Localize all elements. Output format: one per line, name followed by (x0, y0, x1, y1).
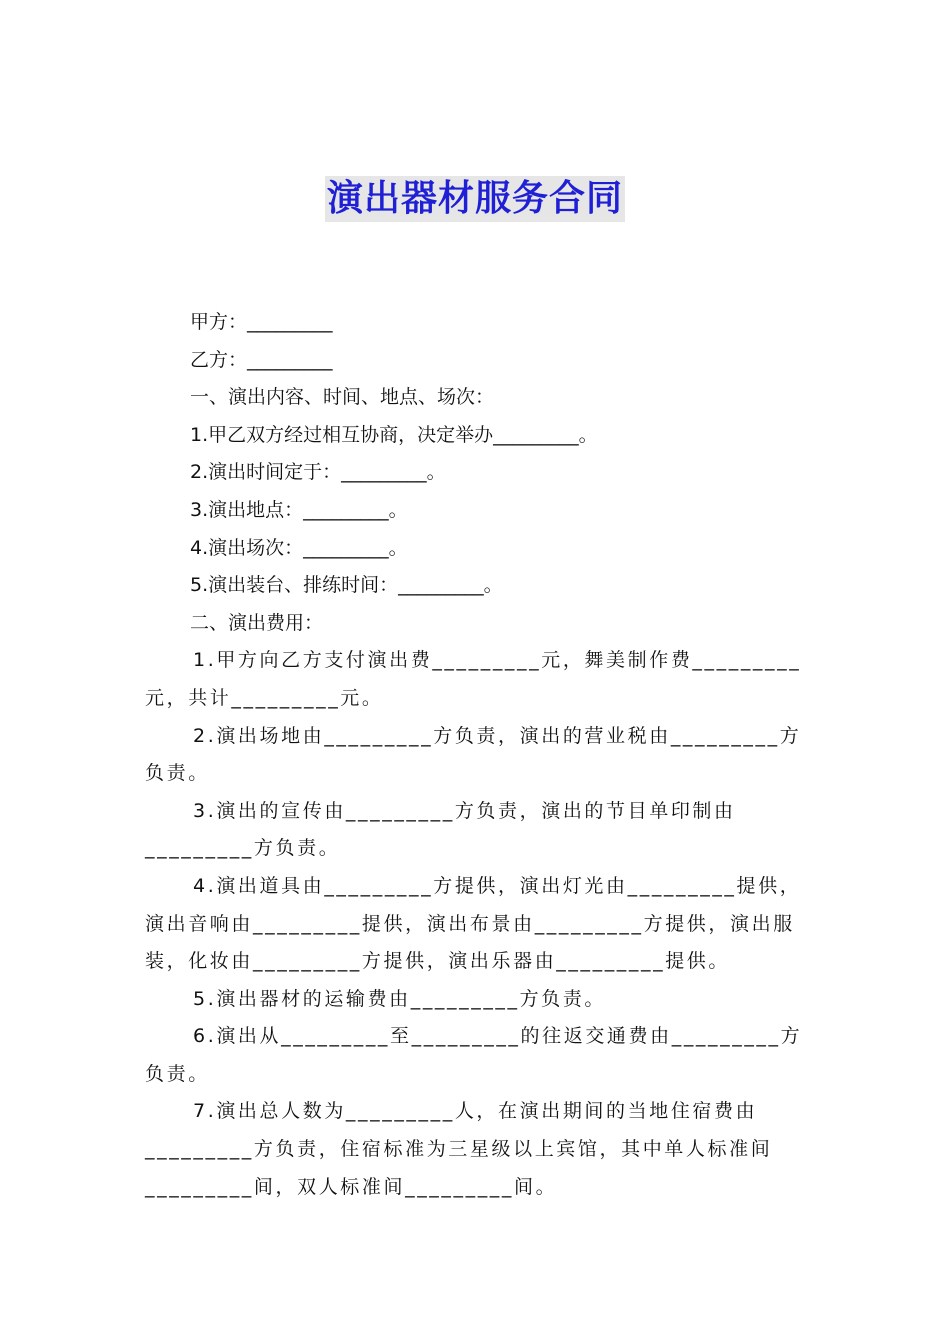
party-a-line: 甲方：_________ (190, 311, 333, 333)
clause-1-2: 2.演出时间定于：_________。 (190, 461, 446, 484)
clause-1-1: 1.甲乙双方经过相互协商，决定举办_________。 (190, 423, 598, 446)
section-heading-1: 一、演出内容、时间、地点、场次： (190, 386, 495, 409)
contract-body (145, 304, 809, 1206)
clause-1-3: 3.演出地点：_________。 (190, 498, 408, 521)
clause-2-6: 6.演出从_________至_________的往返交通费由_________方负责。 (145, 1025, 803, 1085)
document-title: 演出器材服务合同 (325, 176, 625, 222)
party-b-line: 乙方：_________ (190, 348, 333, 371)
clause-1-5: 5.演出装台、排练时间：_________。 (190, 574, 503, 597)
clause-2-5: 5.演出器材的运输费由_________方负责。 (193, 987, 607, 1010)
clause-1-4: 4.演出场次：_________。 (190, 536, 408, 559)
title-wrap (0, 176, 950, 222)
section-heading-2: 二、演出费用： (190, 611, 324, 634)
clause-2-2: 2.演出场地由_________方负责，演出的营业税由_________方负责。 (145, 724, 802, 785)
clause-2-7: 7.演出总人数为_________人，在演出期间的当地住宿费由_________方负责，住宿标准为三星级以上宾馆，其中单人标准间_________间，双人标准间_________间。 (145, 1100, 773, 1198)
clause-2-3: 3.演出的宣传由_________方负责，演出的节目单印制由_________方负责。 (145, 799, 736, 860)
clause-2-1: 1.甲方向乙方支付演出费_________元，舞美制作费_________元，共计_________元。 (145, 649, 802, 709)
clause-2-4: 4.演出道具由_________方提供，演出灯光由_________提供，演出音响由_________提供，演出布景由_________方提供，演出服装，化妆由_________方提供，演出乐器由_________提供。 (145, 874, 802, 973)
